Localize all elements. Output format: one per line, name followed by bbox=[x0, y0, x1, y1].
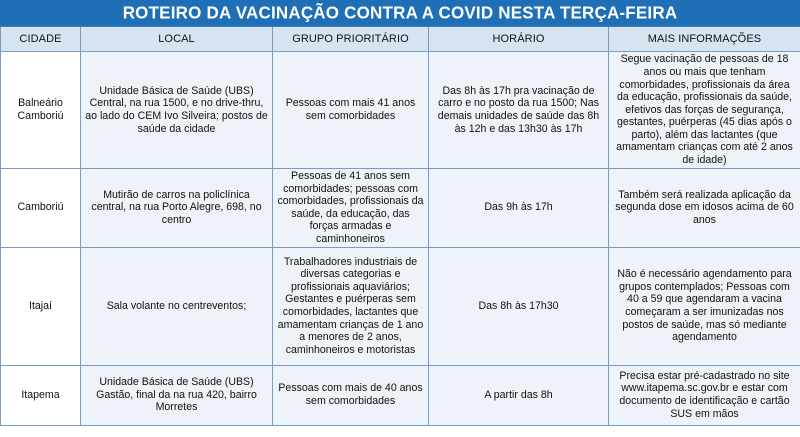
info-text: Também será realizada aplicação da segunda dose em idosos acima de 60 anos bbox=[615, 188, 794, 227]
cell-local bbox=[81, 247, 273, 365]
cell-info bbox=[609, 365, 800, 425]
header-local: LOCAL bbox=[81, 27, 273, 52]
table-title: ROTEIRO DA VACINAÇÃO CONTRA A COVID NESTA TERÇA-FEIRA bbox=[0, 0, 800, 27]
cell-grupo bbox=[273, 169, 429, 248]
horario-text: Das 8h às 17h30 bbox=[478, 299, 559, 312]
cell-local bbox=[81, 52, 273, 169]
header-grupo-prioritario: GRUPO PRIORITÁRIO bbox=[273, 27, 429, 52]
cell-horario bbox=[429, 247, 609, 365]
local-text: Mutirão de carros na policlínica central, na rua Porto Alegre, 698, no centro bbox=[91, 188, 262, 227]
cell-info bbox=[609, 52, 800, 169]
grupo-text: Trabalhadores industriais de diversas categorias e profissionais aquaviários; Gestantes e puérperas sem comorbidades, lactantes que amamentam crianças de 1 ano a menores de 2 anos, caminhoneiros e motoristas bbox=[277, 255, 424, 356]
schedule-table bbox=[0, 26, 800, 426]
grupo-text: Pessoas com mais 41 anos sem comorbidades bbox=[285, 97, 416, 122]
header-mais-informacoes: MAIS INFORMAÇÕES bbox=[609, 27, 800, 52]
table-row bbox=[1, 365, 800, 425]
header-row bbox=[1, 27, 800, 52]
cell-horario bbox=[429, 169, 609, 248]
cell-cidade bbox=[1, 247, 81, 365]
cell-horario bbox=[429, 365, 609, 425]
cell-grupo bbox=[273, 365, 429, 425]
cidade-text: Itapema bbox=[21, 388, 60, 401]
horario-text: Das 8h às 17h pra vacinação de carro e no posto da rua 1500; Nas demais unidades de saúde das 8h às 12h e das 13h30 às 17h bbox=[437, 84, 600, 135]
horario-text: Das 9h às 17h bbox=[484, 201, 553, 214]
cell-horario bbox=[429, 52, 609, 169]
table-row bbox=[1, 247, 800, 365]
info-text: Precisa estar pré-cadastrado no site www.itapema.sc.gov.br e estar com documento de identificação e cartão SUS em mãos bbox=[619, 369, 790, 420]
grupo-text: Pessoas com mais de 40 anos sem comorbidades bbox=[278, 382, 423, 408]
cell-local bbox=[81, 365, 273, 425]
cell-local bbox=[81, 169, 273, 248]
table-row bbox=[1, 169, 800, 248]
cidade-text: Camboriú bbox=[17, 201, 64, 214]
cell-info bbox=[609, 169, 800, 248]
info-text: Segue vacinação de pessoas de 18 anos ou mais que tenham comorbidades, profissionais da área da educação, profissionais da saúde, efetivos das forças de segurança, gestantes, puérperas (45 dias após o parto), além das lactantes (que amamentam crianças com até 2 anos de idade) bbox=[616, 53, 793, 167]
header-cidade: CIDADE bbox=[1, 27, 81, 52]
cidade-text: Balneário Camboriú bbox=[17, 97, 64, 122]
info-text: Não é necessário agendamento para grupos contemplados; Pessoas com 40 a 59 que agendaram a vacina começaram a ser imunizadas nos postos de saúde, mas só mediante agendamento bbox=[617, 268, 792, 344]
header-horario: HORÁRIO bbox=[429, 27, 609, 52]
cell-cidade bbox=[1, 169, 81, 248]
cell-cidade bbox=[1, 52, 81, 169]
local-text: Unidade Básica de Saúde (UBS) Gastão, final da na rua 420, bairro Morretes bbox=[96, 376, 257, 414]
table-row bbox=[1, 52, 800, 169]
local-text: Sala volante no centreventos; bbox=[106, 299, 247, 312]
cell-cidade bbox=[1, 365, 81, 425]
cell-grupo bbox=[273, 247, 429, 365]
local-text: Unidade Básica de Saúde (UBS) Central, na rua 1500, e no drive-thru, ao lado do CEM Ivo Silveira; postos de saúde da cidade bbox=[85, 84, 268, 135]
grupo-text: Pessoas de 41 anos sem comorbidades; pessoas com comorbidades, profissionais da saúde, da educação, das forças armadas e caminhoneiros bbox=[277, 170, 424, 245]
cell-grupo bbox=[273, 52, 429, 169]
cidade-text: Itajaí bbox=[29, 299, 52, 312]
horario-text: A partir das 8h bbox=[484, 388, 553, 401]
cell-info bbox=[609, 247, 800, 365]
